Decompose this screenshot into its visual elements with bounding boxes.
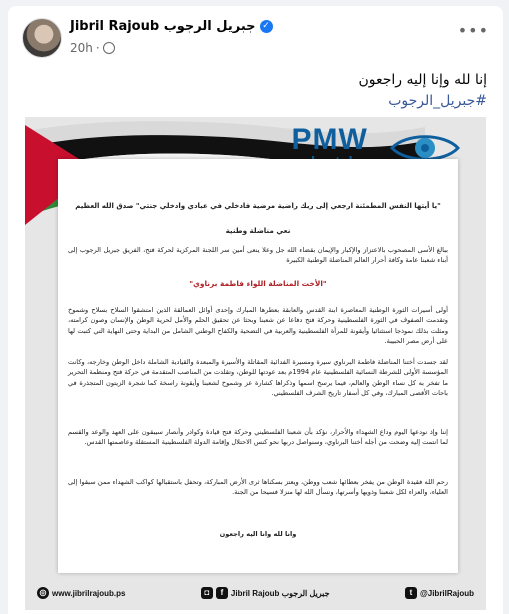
obituary-paragraph-3: إننا وإذ نودعها اليوم وداع الشهداء والأحرار، نؤكد بأن شعبنا الفلسطيني وحركة فتح قيادة وكوادر وأنصار سيبقون على العهد والوعد والقسم لما انتمت إليه وضحت من أجله أختنا البرناوي، وسنواصل دربها نحو كنس الاحتلال وإقامة الدولة الفلسطينية المستقلة وعاصمتها القدس. <box>68 428 448 447</box>
facebook-icon: f <box>216 587 228 599</box>
post-image[interactable] <box>25 117 486 610</box>
globe-icon: ◎ <box>37 587 49 599</box>
post-text: إنا لله وإنا إليه راجعون <box>358 72 487 88</box>
author-avatar[interactable] <box>22 18 62 58</box>
globe-icon <box>103 42 115 54</box>
footer-facebook <box>201 587 330 599</box>
obituary-paragraph-2: لقد جسدت أختنا المناضلة فاطمة البرناوي سيرة ومسيرة الفدائية المقاتلة والأسيرة والمبعدة والقيادية الشاملة داخل الوطن وخارجه، وكانت المؤسسة الأولى للشرطة النسائية الفلسطينية عام 1994م بعد عودتها للوطن، وتقلدت من المناصب المتقدمة في حركة فتح ومنظمة التحرير ما تفخر به كل نساء الوطن والعالم، فيما يرسخ اسمها وذكراها كشارة عز وشموخ لشعبنا وأيقونة راسخة كما شجرة الزيتون المتجذرة في باحات الأقصى المبارك، وفي كل أسفار تاريخ الشرف الفلسطيني. <box>68 358 449 397</box>
footer-facebook-text: Jibril Rajoub جبريل الرجوب <box>230 588 330 598</box>
more-options-icon[interactable]: ••• <box>457 21 489 40</box>
instagram-icon: ◘ <box>201 587 213 599</box>
footer-website-text: www.jibrilrajoub.ps <box>52 588 126 598</box>
deceased-name: "الأخت المناضلة اللواء فاطمة برناوي" <box>189 279 327 288</box>
footer-twitter <box>405 587 474 599</box>
obituary-intro: ببالغ الأسى المصحوب بالاعتزاز والإكبار والإيمان بقضاء الله جل وعلا ينعى أمين سر اللجنة المركزية لحركة فتح، الفريق جبريل الرجوب إلى أبناء شعبنا عامة وكافة أحرار العالم المناضلة الوطنية الكبيرة <box>68 246 448 265</box>
obituary-paragraph-4: رحم الله فقيدة الوطن من يفخر بعطائها شعب ووطن، ويعتز بسكناها ثرى الأرض المباركة، وتحفل باستقبالها كواكب الشهداء ممن سبقوا إلى العلياء، والعزاء لكل شعبنا وذويها وأسرتها، ونسأل الله لها منزلا فسيحا من الجنة. <box>68 478 448 497</box>
author-name[interactable] <box>70 19 273 34</box>
twitter-icon: t <box>405 587 417 599</box>
obituary-paragraph-1: أولى أسيرات الثورة الوطنية المعاصرة ابنة القدس والعابقة بعطرها المبارك وإحدى أوائل العمالقة الذين امتشقوا السلاح بسلاح وشموخ وتقدمت الصفوف في الثورة الفلسطينية وحركة فتح دفاعا عن شعبنا وبحثا عن تحقيق الحلم والأمل لحرية الوطن والإنسان وصون كرامته، ومثلت بذلك نموذجا استثنائيا وأيقونة للمرأة الفلسطينية والعربية في التضحية والكفاح الوطني الشامل من البداية وحتى النهاية التي كتبت لها على أرض مصر الحبيبة. <box>68 306 448 345</box>
post-timestamp[interactable]: 20h <box>70 41 93 55</box>
post-meta <box>70 41 115 55</box>
verified-badge-icon: ✓ <box>260 20 273 33</box>
post-hashtag[interactable]: #جبريل_الرجوب <box>388 93 487 109</box>
obituary-heading: نعي مناضلة وطنية <box>225 226 291 235</box>
author-name-text[interactable]: Jibril Rajoub جبريل الرجوب <box>70 19 256 34</box>
obituary-document <box>58 159 458 573</box>
footer-twitter-text: @JibrilRajoub <box>419 588 474 598</box>
quran-verse: "يا أيتها النفس المطمئنة ارجعي إلى ربك راضية مرضية فادخلي في عبادي وادخلي جنتي" صدق الله العظيم <box>75 202 441 210</box>
post-card <box>8 6 503 614</box>
separator-dot: · <box>95 41 100 55</box>
image-footer <box>25 582 486 604</box>
footer-website <box>37 587 126 599</box>
pmw-logo-text: PMW <box>291 123 368 156</box>
obituary-closing: وانا لله وانا اليه راجعون <box>219 530 297 538</box>
